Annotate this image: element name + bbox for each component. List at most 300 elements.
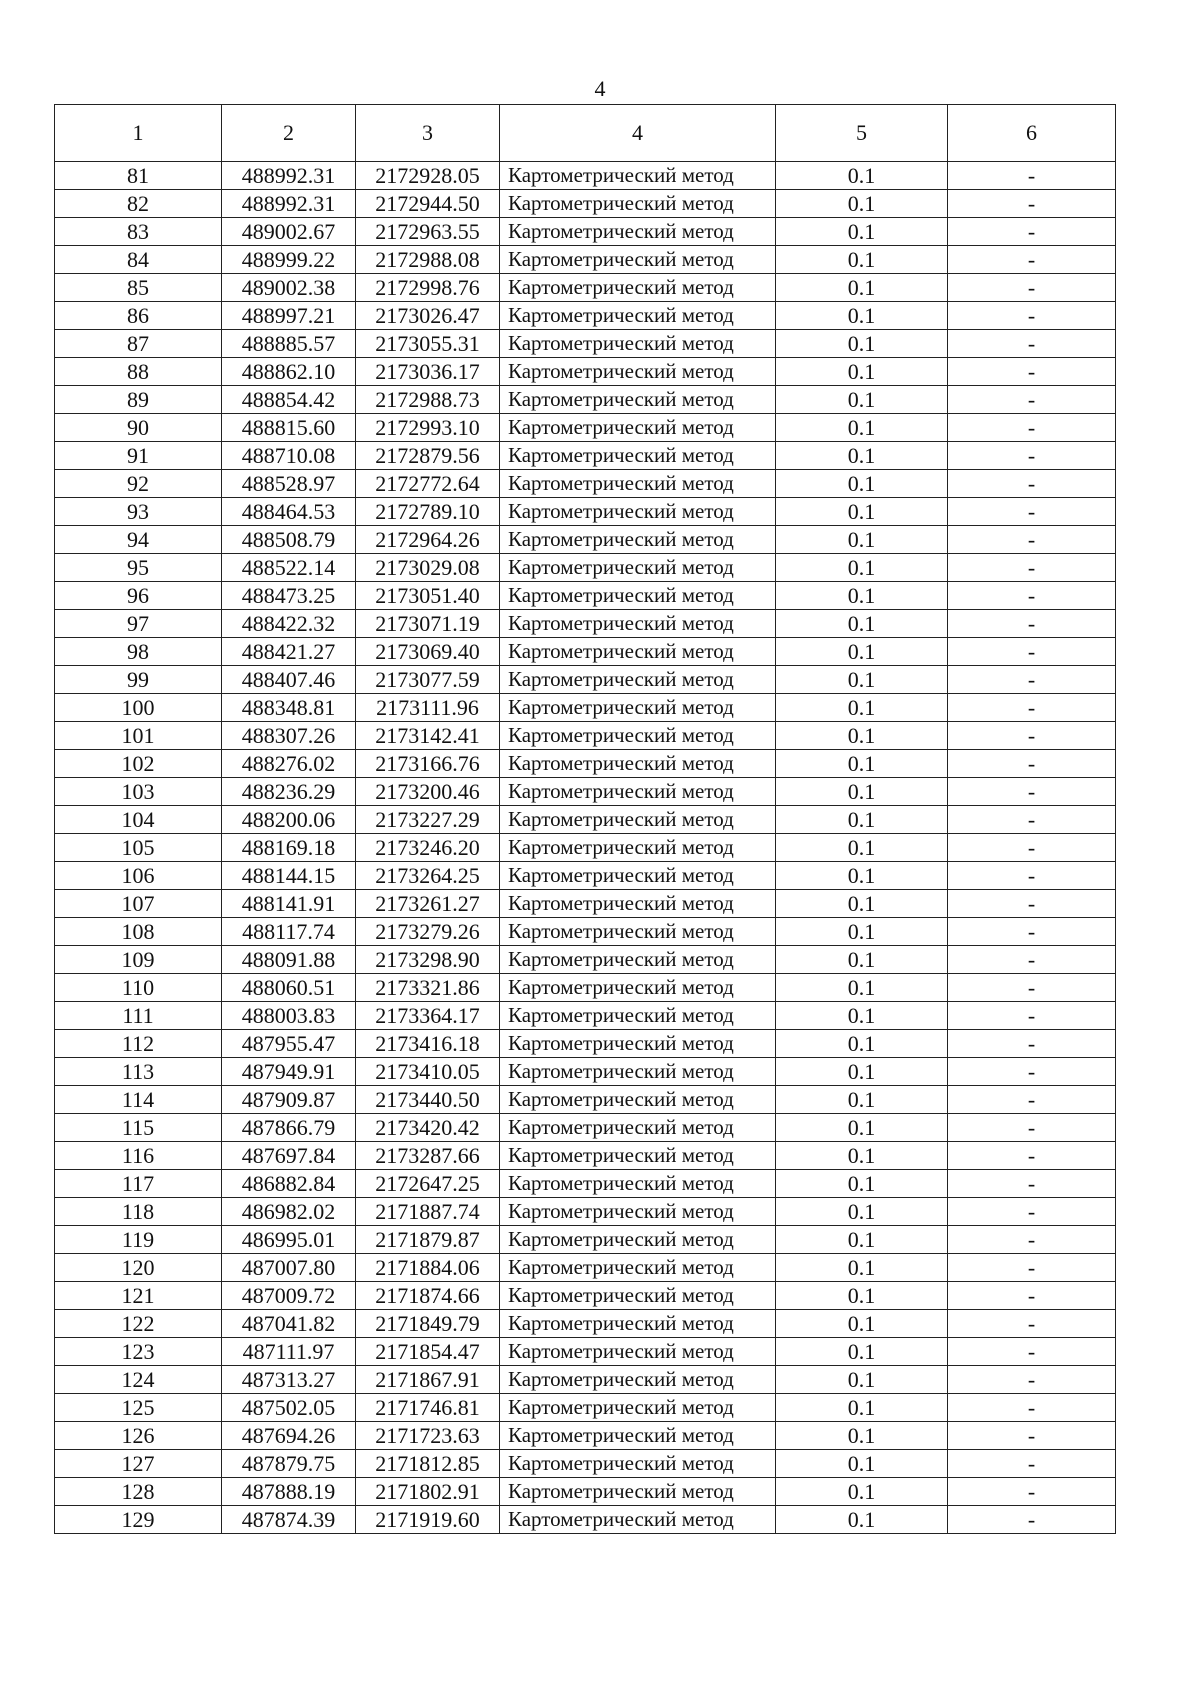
cell-accuracy: 0.1 bbox=[776, 974, 948, 1002]
cell-coord-y: 2171802.91 bbox=[356, 1478, 500, 1506]
cell-point-number: 111 bbox=[55, 1002, 222, 1030]
table-row bbox=[55, 1254, 1116, 1282]
cell-note: - bbox=[948, 1198, 1116, 1226]
cell-accuracy: 0.1 bbox=[776, 1170, 948, 1198]
cell-coord-x: 488464.53 bbox=[222, 498, 356, 526]
cell-method: Картометрический метод bbox=[500, 498, 776, 526]
cell-method: Картометрический метод bbox=[500, 218, 776, 246]
cell-coord-y: 2173026.47 bbox=[356, 302, 500, 330]
cell-accuracy: 0.1 bbox=[776, 1086, 948, 1114]
cell-accuracy: 0.1 bbox=[776, 666, 948, 694]
cell-coord-y: 2171723.63 bbox=[356, 1422, 500, 1450]
cell-accuracy: 0.1 bbox=[776, 1030, 948, 1058]
cell-point-number: 119 bbox=[55, 1226, 222, 1254]
cell-accuracy: 0.1 bbox=[776, 554, 948, 582]
cell-accuracy: 0.1 bbox=[776, 1114, 948, 1142]
cell-coord-x: 488307.26 bbox=[222, 722, 356, 750]
cell-coord-y: 2173166.76 bbox=[356, 750, 500, 778]
cell-coord-x: 488141.91 bbox=[222, 890, 356, 918]
cell-coord-y: 2173440.50 bbox=[356, 1086, 500, 1114]
cell-coord-y: 2173321.86 bbox=[356, 974, 500, 1002]
cell-coord-x: 488862.10 bbox=[222, 358, 356, 386]
table-row bbox=[55, 162, 1116, 190]
cell-note: - bbox=[948, 946, 1116, 974]
cell-note: - bbox=[948, 890, 1116, 918]
cell-coord-y: 2171874.66 bbox=[356, 1282, 500, 1310]
table-row bbox=[55, 218, 1116, 246]
cell-note: - bbox=[948, 1226, 1116, 1254]
cell-coord-y: 2171849.79 bbox=[356, 1310, 500, 1338]
cell-coord-y: 2173142.41 bbox=[356, 722, 500, 750]
table-row bbox=[55, 638, 1116, 666]
cell-point-number: 96 bbox=[55, 582, 222, 610]
cell-coord-x: 487007.80 bbox=[222, 1254, 356, 1282]
cell-note: - bbox=[948, 1002, 1116, 1030]
cell-note: - bbox=[948, 610, 1116, 638]
cell-point-number: 83 bbox=[55, 218, 222, 246]
cell-accuracy: 0.1 bbox=[776, 190, 948, 218]
cell-coord-y: 2172879.56 bbox=[356, 442, 500, 470]
cell-coord-x: 487041.82 bbox=[222, 1310, 356, 1338]
cell-note: - bbox=[948, 330, 1116, 358]
cell-coord-y: 2172963.55 bbox=[356, 218, 500, 246]
cell-coord-x: 488060.51 bbox=[222, 974, 356, 1002]
cell-coord-y: 2173055.31 bbox=[356, 330, 500, 358]
cell-accuracy: 0.1 bbox=[776, 610, 948, 638]
cell-coord-y: 2171884.06 bbox=[356, 1254, 500, 1282]
cell-note: - bbox=[948, 1310, 1116, 1338]
cell-accuracy: 0.1 bbox=[776, 750, 948, 778]
cell-method: Картометрический метод bbox=[500, 554, 776, 582]
cell-method: Картометрический метод bbox=[500, 190, 776, 218]
cell-note: - bbox=[948, 694, 1116, 722]
cell-coord-y: 2172647.25 bbox=[356, 1170, 500, 1198]
cell-accuracy: 0.1 bbox=[776, 218, 948, 246]
cell-accuracy: 0.1 bbox=[776, 162, 948, 190]
table-row bbox=[55, 722, 1116, 750]
cell-accuracy: 0.1 bbox=[776, 1226, 948, 1254]
cell-note: - bbox=[948, 1142, 1116, 1170]
cell-method: Картометрический метод bbox=[500, 806, 776, 834]
table-row bbox=[55, 274, 1116, 302]
table-row bbox=[55, 498, 1116, 526]
table-row bbox=[55, 974, 1116, 1002]
cell-note: - bbox=[948, 666, 1116, 694]
cell-coord-x: 488200.06 bbox=[222, 806, 356, 834]
table-row bbox=[55, 1394, 1116, 1422]
table-row bbox=[55, 1114, 1116, 1142]
cell-method: Картометрический метод bbox=[500, 694, 776, 722]
table-row bbox=[55, 386, 1116, 414]
header-col-1: 1 bbox=[55, 105, 222, 162]
cell-coord-y: 2173420.42 bbox=[356, 1114, 500, 1142]
cell-coord-x: 487694.26 bbox=[222, 1422, 356, 1450]
cell-coord-y: 2172772.64 bbox=[356, 470, 500, 498]
cell-point-number: 123 bbox=[55, 1338, 222, 1366]
cell-accuracy: 0.1 bbox=[776, 918, 948, 946]
cell-coord-x: 488997.21 bbox=[222, 302, 356, 330]
cell-point-number: 97 bbox=[55, 610, 222, 638]
table-row bbox=[55, 582, 1116, 610]
cell-method: Картометрический метод bbox=[500, 890, 776, 918]
cell-accuracy: 0.1 bbox=[776, 1058, 948, 1086]
cell-coord-y: 2172988.73 bbox=[356, 386, 500, 414]
cell-method: Картометрический метод bbox=[500, 1282, 776, 1310]
table-row bbox=[55, 890, 1116, 918]
cell-accuracy: 0.1 bbox=[776, 386, 948, 414]
cell-point-number: 125 bbox=[55, 1394, 222, 1422]
cell-note: - bbox=[948, 470, 1116, 498]
table-row bbox=[55, 1366, 1116, 1394]
table-row bbox=[55, 1478, 1116, 1506]
table-row bbox=[55, 554, 1116, 582]
cell-coord-y: 2172988.08 bbox=[356, 246, 500, 274]
cell-note: - bbox=[948, 218, 1116, 246]
cell-accuracy: 0.1 bbox=[776, 1282, 948, 1310]
cell-point-number: 126 bbox=[55, 1422, 222, 1450]
cell-coord-x: 486982.02 bbox=[222, 1198, 356, 1226]
cell-method: Картометрический метод bbox=[500, 1338, 776, 1366]
header-col-3: 3 bbox=[356, 105, 500, 162]
cell-coord-y: 2173071.19 bbox=[356, 610, 500, 638]
cell-coord-y: 2173279.26 bbox=[356, 918, 500, 946]
cell-coord-y: 2173069.40 bbox=[356, 638, 500, 666]
cell-accuracy: 0.1 bbox=[776, 1394, 948, 1422]
cell-coord-x: 488348.81 bbox=[222, 694, 356, 722]
cell-point-number: 82 bbox=[55, 190, 222, 218]
cell-point-number: 127 bbox=[55, 1450, 222, 1478]
cell-accuracy: 0.1 bbox=[776, 1310, 948, 1338]
cell-note: - bbox=[948, 1450, 1116, 1478]
cell-method: Картометрический метод bbox=[500, 778, 776, 806]
table-row bbox=[55, 190, 1116, 218]
cell-method: Картометрический метод bbox=[500, 470, 776, 498]
table-body bbox=[55, 162, 1116, 1534]
cell-coord-y: 2173264.25 bbox=[356, 862, 500, 890]
cell-note: - bbox=[948, 246, 1116, 274]
table-row bbox=[55, 1198, 1116, 1226]
cell-coord-x: 487866.79 bbox=[222, 1114, 356, 1142]
cell-coord-x: 488710.08 bbox=[222, 442, 356, 470]
cell-accuracy: 0.1 bbox=[776, 1506, 948, 1534]
cell-point-number: 112 bbox=[55, 1030, 222, 1058]
table-row bbox=[55, 666, 1116, 694]
cell-coord-x: 486995.01 bbox=[222, 1226, 356, 1254]
cell-method: Картометрический метод bbox=[500, 1254, 776, 1282]
cell-point-number: 102 bbox=[55, 750, 222, 778]
cell-method: Картометрический метод bbox=[500, 722, 776, 750]
cell-method: Картометрический метод bbox=[500, 442, 776, 470]
cell-note: - bbox=[948, 1366, 1116, 1394]
cell-method: Картометрический метод bbox=[500, 1058, 776, 1086]
table-row bbox=[55, 1506, 1116, 1534]
cell-note: - bbox=[948, 1338, 1116, 1366]
cell-note: - bbox=[948, 1506, 1116, 1534]
table-row bbox=[55, 358, 1116, 386]
cell-point-number: 89 bbox=[55, 386, 222, 414]
cell-coord-x: 488473.25 bbox=[222, 582, 356, 610]
cell-coord-y: 2171746.81 bbox=[356, 1394, 500, 1422]
cell-point-number: 121 bbox=[55, 1282, 222, 1310]
cell-note: - bbox=[948, 1478, 1116, 1506]
cell-coord-y: 2173111.96 bbox=[356, 694, 500, 722]
cell-method: Картометрический метод bbox=[500, 1030, 776, 1058]
cell-method: Картометрический метод bbox=[500, 526, 776, 554]
cell-coord-y: 2173246.20 bbox=[356, 834, 500, 862]
cell-coord-x: 487955.47 bbox=[222, 1030, 356, 1058]
cell-note: - bbox=[948, 498, 1116, 526]
cell-point-number: 92 bbox=[55, 470, 222, 498]
cell-note: - bbox=[948, 806, 1116, 834]
table-row bbox=[55, 246, 1116, 274]
cell-accuracy: 0.1 bbox=[776, 526, 948, 554]
cell-point-number: 113 bbox=[55, 1058, 222, 1086]
cell-coord-x: 488276.02 bbox=[222, 750, 356, 778]
cell-point-number: 109 bbox=[55, 946, 222, 974]
cell-note: - bbox=[948, 582, 1116, 610]
cell-coord-x: 487502.05 bbox=[222, 1394, 356, 1422]
table-row bbox=[55, 1086, 1116, 1114]
cell-coord-x: 487879.75 bbox=[222, 1450, 356, 1478]
cell-coord-y: 2173036.17 bbox=[356, 358, 500, 386]
table-row bbox=[55, 1030, 1116, 1058]
cell-point-number: 81 bbox=[55, 162, 222, 190]
cell-note: - bbox=[948, 750, 1116, 778]
cell-coord-y: 2171879.87 bbox=[356, 1226, 500, 1254]
cell-point-number: 84 bbox=[55, 246, 222, 274]
header-col-6: 6 bbox=[948, 105, 1116, 162]
cell-accuracy: 0.1 bbox=[776, 274, 948, 302]
table-header bbox=[55, 105, 1116, 162]
cell-point-number: 100 bbox=[55, 694, 222, 722]
cell-note: - bbox=[948, 1394, 1116, 1422]
cell-accuracy: 0.1 bbox=[776, 1142, 948, 1170]
cell-accuracy: 0.1 bbox=[776, 862, 948, 890]
cell-note: - bbox=[948, 1086, 1116, 1114]
table-row bbox=[55, 1170, 1116, 1198]
page-number: 4 bbox=[594, 76, 606, 101]
cell-accuracy: 0.1 bbox=[776, 358, 948, 386]
cell-coord-x: 489002.38 bbox=[222, 274, 356, 302]
cell-method: Картометрический метод bbox=[500, 1310, 776, 1338]
table-row bbox=[55, 862, 1116, 890]
table-row bbox=[55, 1226, 1116, 1254]
cell-point-number: 88 bbox=[55, 358, 222, 386]
cell-note: - bbox=[948, 638, 1116, 666]
table-row bbox=[55, 470, 1116, 498]
cell-method: Картометрический метод bbox=[500, 386, 776, 414]
cell-method: Картометрический метод bbox=[500, 330, 776, 358]
table-row bbox=[55, 526, 1116, 554]
table-row bbox=[55, 1422, 1116, 1450]
cell-accuracy: 0.1 bbox=[776, 302, 948, 330]
cell-note: - bbox=[948, 778, 1116, 806]
cell-accuracy: 0.1 bbox=[776, 1198, 948, 1226]
table-row bbox=[55, 442, 1116, 470]
cell-coord-y: 2173261.27 bbox=[356, 890, 500, 918]
cell-point-number: 116 bbox=[55, 1142, 222, 1170]
cell-method: Картометрический метод bbox=[500, 302, 776, 330]
cell-coord-y: 2173029.08 bbox=[356, 554, 500, 582]
cell-method: Картометрический метод bbox=[500, 918, 776, 946]
coordinates-table bbox=[54, 104, 1116, 1534]
cell-coord-y: 2173227.29 bbox=[356, 806, 500, 834]
cell-coord-y: 2172928.05 bbox=[356, 162, 500, 190]
cell-method: Картометрический метод bbox=[500, 862, 776, 890]
cell-method: Картометрический метод bbox=[500, 1002, 776, 1030]
cell-coord-x: 488169.18 bbox=[222, 834, 356, 862]
cell-coord-y: 2171867.91 bbox=[356, 1366, 500, 1394]
cell-coord-x: 488885.57 bbox=[222, 330, 356, 358]
cell-method: Картометрический метод bbox=[500, 1114, 776, 1142]
table-row bbox=[55, 1338, 1116, 1366]
cell-coord-y: 2172964.26 bbox=[356, 526, 500, 554]
table-row bbox=[55, 946, 1116, 974]
cell-coord-y: 2173077.59 bbox=[356, 666, 500, 694]
cell-point-number: 120 bbox=[55, 1254, 222, 1282]
cell-method: Картометрический метод bbox=[500, 1142, 776, 1170]
cell-accuracy: 0.1 bbox=[776, 834, 948, 862]
cell-note: - bbox=[948, 1114, 1116, 1142]
cell-coord-x: 488528.97 bbox=[222, 470, 356, 498]
cell-coord-x: 487009.72 bbox=[222, 1282, 356, 1310]
cell-coord-y: 2172998.76 bbox=[356, 274, 500, 302]
cell-accuracy: 0.1 bbox=[776, 806, 948, 834]
cell-coord-x: 487874.39 bbox=[222, 1506, 356, 1534]
cell-point-number: 91 bbox=[55, 442, 222, 470]
cell-note: - bbox=[948, 834, 1116, 862]
header-col-2: 2 bbox=[222, 105, 356, 162]
cell-coord-x: 488992.31 bbox=[222, 162, 356, 190]
cell-note: - bbox=[948, 162, 1116, 190]
cell-point-number: 94 bbox=[55, 526, 222, 554]
cell-method: Картометрический метод bbox=[500, 1366, 776, 1394]
cell-point-number: 106 bbox=[55, 862, 222, 890]
cell-point-number: 105 bbox=[55, 834, 222, 862]
cell-coord-x: 488091.88 bbox=[222, 946, 356, 974]
cell-point-number: 110 bbox=[55, 974, 222, 1002]
cell-accuracy: 0.1 bbox=[776, 582, 948, 610]
cell-accuracy: 0.1 bbox=[776, 498, 948, 526]
cell-note: - bbox=[948, 1282, 1116, 1310]
table-row bbox=[55, 918, 1116, 946]
cell-point-number: 129 bbox=[55, 1506, 222, 1534]
cell-coord-x: 488815.60 bbox=[222, 414, 356, 442]
cell-method: Картометрический метод bbox=[500, 1198, 776, 1226]
cell-coord-y: 2172789.10 bbox=[356, 498, 500, 526]
cell-coord-y: 2173416.18 bbox=[356, 1030, 500, 1058]
cell-accuracy: 0.1 bbox=[776, 946, 948, 974]
cell-accuracy: 0.1 bbox=[776, 722, 948, 750]
table-row bbox=[55, 1282, 1116, 1310]
cell-point-number: 101 bbox=[55, 722, 222, 750]
cell-coord-y: 2173051.40 bbox=[356, 582, 500, 610]
cell-note: - bbox=[948, 190, 1116, 218]
cell-method: Картометрический метод bbox=[500, 1478, 776, 1506]
cell-accuracy: 0.1 bbox=[776, 1478, 948, 1506]
cell-accuracy: 0.1 bbox=[776, 470, 948, 498]
cell-note: - bbox=[948, 274, 1116, 302]
cell-method: Картометрический метод bbox=[500, 1170, 776, 1198]
cell-point-number: 93 bbox=[55, 498, 222, 526]
table-row bbox=[55, 834, 1116, 862]
cell-note: - bbox=[948, 302, 1116, 330]
cell-coord-x: 488522.14 bbox=[222, 554, 356, 582]
cell-note: - bbox=[948, 1254, 1116, 1282]
table-row bbox=[55, 1058, 1116, 1086]
table-row bbox=[55, 610, 1116, 638]
cell-coord-x: 486882.84 bbox=[222, 1170, 356, 1198]
cell-method: Картометрический метод bbox=[500, 358, 776, 386]
cell-note: - bbox=[948, 722, 1116, 750]
cell-coord-x: 488407.46 bbox=[222, 666, 356, 694]
table-row bbox=[55, 806, 1116, 834]
cell-method: Картометрический метод bbox=[500, 1422, 776, 1450]
table-row bbox=[55, 302, 1116, 330]
cell-accuracy: 0.1 bbox=[776, 638, 948, 666]
cell-method: Картометрический метод bbox=[500, 274, 776, 302]
cell-accuracy: 0.1 bbox=[776, 246, 948, 274]
header-col-4: 4 bbox=[500, 105, 776, 162]
cell-point-number: 87 bbox=[55, 330, 222, 358]
cell-coord-y: 2173298.90 bbox=[356, 946, 500, 974]
cell-point-number: 118 bbox=[55, 1198, 222, 1226]
table-row bbox=[55, 1142, 1116, 1170]
cell-note: - bbox=[948, 862, 1116, 890]
cell-coord-x: 488508.79 bbox=[222, 526, 356, 554]
cell-point-number: 86 bbox=[55, 302, 222, 330]
cell-coord-x: 488854.42 bbox=[222, 386, 356, 414]
cell-accuracy: 0.1 bbox=[776, 442, 948, 470]
cell-point-number: 90 bbox=[55, 414, 222, 442]
cell-accuracy: 0.1 bbox=[776, 778, 948, 806]
cell-accuracy: 0.1 bbox=[776, 330, 948, 358]
cell-point-number: 104 bbox=[55, 806, 222, 834]
table-row bbox=[55, 1002, 1116, 1030]
cell-note: - bbox=[948, 554, 1116, 582]
cell-note: - bbox=[948, 1170, 1116, 1198]
cell-method: Картометрический метод bbox=[500, 946, 776, 974]
cell-method: Картометрический метод bbox=[500, 750, 776, 778]
cell-coord-x: 488422.32 bbox=[222, 610, 356, 638]
cell-accuracy: 0.1 bbox=[776, 694, 948, 722]
header-row bbox=[55, 105, 1116, 162]
cell-accuracy: 0.1 bbox=[776, 890, 948, 918]
cell-point-number: 124 bbox=[55, 1366, 222, 1394]
cell-coord-y: 2173410.05 bbox=[356, 1058, 500, 1086]
cell-coord-x: 487888.19 bbox=[222, 1478, 356, 1506]
table-row bbox=[55, 1310, 1116, 1338]
cell-note: - bbox=[948, 414, 1116, 442]
cell-accuracy: 0.1 bbox=[776, 1366, 948, 1394]
cell-method: Картометрический метод bbox=[500, 666, 776, 694]
cell-coord-x: 487949.91 bbox=[222, 1058, 356, 1086]
cell-coord-y: 2173287.66 bbox=[356, 1142, 500, 1170]
cell-note: - bbox=[948, 918, 1116, 946]
cell-method: Картометрический метод bbox=[500, 1086, 776, 1114]
cell-note: - bbox=[948, 1030, 1116, 1058]
cell-coord-x: 488236.29 bbox=[222, 778, 356, 806]
cell-method: Картометрический метод bbox=[500, 638, 776, 666]
cell-point-number: 114 bbox=[55, 1086, 222, 1114]
cell-coord-x: 488144.15 bbox=[222, 862, 356, 890]
cell-accuracy: 0.1 bbox=[776, 1338, 948, 1366]
cell-coord-x: 488992.31 bbox=[222, 190, 356, 218]
cell-coord-y: 2171919.60 bbox=[356, 1506, 500, 1534]
cell-note: - bbox=[948, 1058, 1116, 1086]
cell-point-number: 117 bbox=[55, 1170, 222, 1198]
cell-note: - bbox=[948, 386, 1116, 414]
